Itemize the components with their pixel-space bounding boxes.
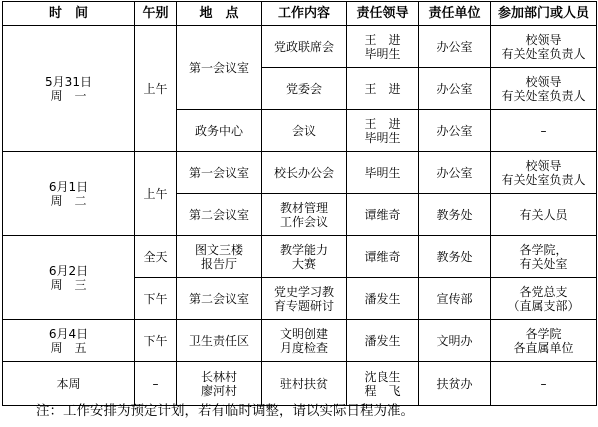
place-cell: 卫生责任区 [177,320,262,362]
content-cell: 党委会 [262,68,347,110]
unit-cell: 文明办 [419,320,491,362]
header-place: 地 点 [177,2,262,26]
unit-cell: 办公室 [419,26,491,68]
date-cell: 本周 [3,362,135,406]
attendees-cell: – [491,110,597,152]
table-row [3,236,597,278]
leader-cell: 潘发生 [347,278,419,320]
attendees-cell: 校领导 有关处室负责人 [491,152,597,194]
leader-cell: 王 进 [347,68,419,110]
table-row [3,152,597,194]
leader-cell: 潘发生 [347,320,419,362]
content-cell: 党政联席会 [262,26,347,68]
date-text: 5月31日 [45,74,92,89]
weekday-text: 周 一 [50,88,87,103]
date-text: 6月2日 [48,263,89,278]
place-cell: 第一会议室 [177,152,262,194]
content-cell: 党史学习教 育专题研讨 [262,278,347,320]
weekday-text: 周 二 [50,193,87,208]
content-cell: 教学能力 大赛 [262,236,347,278]
attendees-cell: – [491,362,597,406]
header-unit: 责任单位 [419,2,491,26]
attendees-cell: 校领导 有关处室负责人 [491,26,597,68]
table-row [3,320,597,362]
period-cell: 下午 [135,278,177,320]
attendees-cell: 各学院， 有关处室 [491,236,597,278]
leader-cell: 沈良生 程 飞 [347,362,419,406]
place-cell: 第二会议室 [177,278,262,320]
header-leader: 责任领导 [347,2,419,26]
unit-cell: 教务处 [419,194,491,236]
attendees-cell: 各党总支 （直属支部） [491,278,597,320]
weekday-text: 周 三 [50,277,87,292]
unit-cell: 教务处 [419,236,491,278]
unit-cell: 办公室 [419,68,491,110]
date-cell [3,320,135,362]
content-cell: 驻村扶贫 [262,362,347,406]
header-row [3,2,597,26]
period-cell: 上午 [135,152,177,236]
leader-cell: 谭维奇 [347,236,419,278]
date-cell [3,236,135,320]
leader-cell: 谭维奇 [347,194,419,236]
footnote: 注：工作安排为预定计划，若有临时调整，请以实际日程为准。 [36,403,414,419]
date-text: 6月4日 [48,326,89,341]
attendees-cell: 校领导 有关处室负责人 [491,68,597,110]
date-text: 6月1日 [48,179,89,194]
leader-cell: 王 进 毕明生 [347,110,419,152]
header-time: 时 间 [3,2,135,26]
attendees-cell: 有关人员 [491,194,597,236]
header-content: 工作内容 [262,2,347,26]
period-cell: 下午 [135,320,177,362]
leader-cell: 毕明生 [347,152,419,194]
place-cell: 长林村 廖河村 [177,362,262,406]
content-cell: 会议 [262,110,347,152]
attendees-cell: 各学院 各直属单位 [491,320,597,362]
period-cell: 全天 [135,236,177,278]
unit-cell: 办公室 [419,110,491,152]
unit-cell: 宣传部 [419,278,491,320]
header-period: 午别 [135,2,177,26]
unit-cell: 扶贫办 [419,362,491,406]
date-cell [3,152,135,236]
weekday-text: 周 五 [50,340,87,355]
table-row [3,26,597,68]
place-cell: 图文三楼 报告厅 [177,236,262,278]
leader-cell: 王 进 毕明生 [347,26,419,68]
date-cell [3,26,135,152]
schedule-table [2,1,597,406]
content-cell: 校长办公会 [262,152,347,194]
period-cell: 上午 [135,26,177,152]
period-cell: – [135,362,177,406]
content-cell: 文明创建 月度检查 [262,320,347,362]
place-cell: 政务中心 [177,110,262,152]
place-cell: 第二会议室 [177,194,262,236]
content-cell: 教材管理 工作会议 [262,194,347,236]
header-attendees: 参加部门或人员 [491,2,597,26]
place-cell: 第一会议室 [177,26,262,110]
unit-cell: 办公室 [419,152,491,194]
